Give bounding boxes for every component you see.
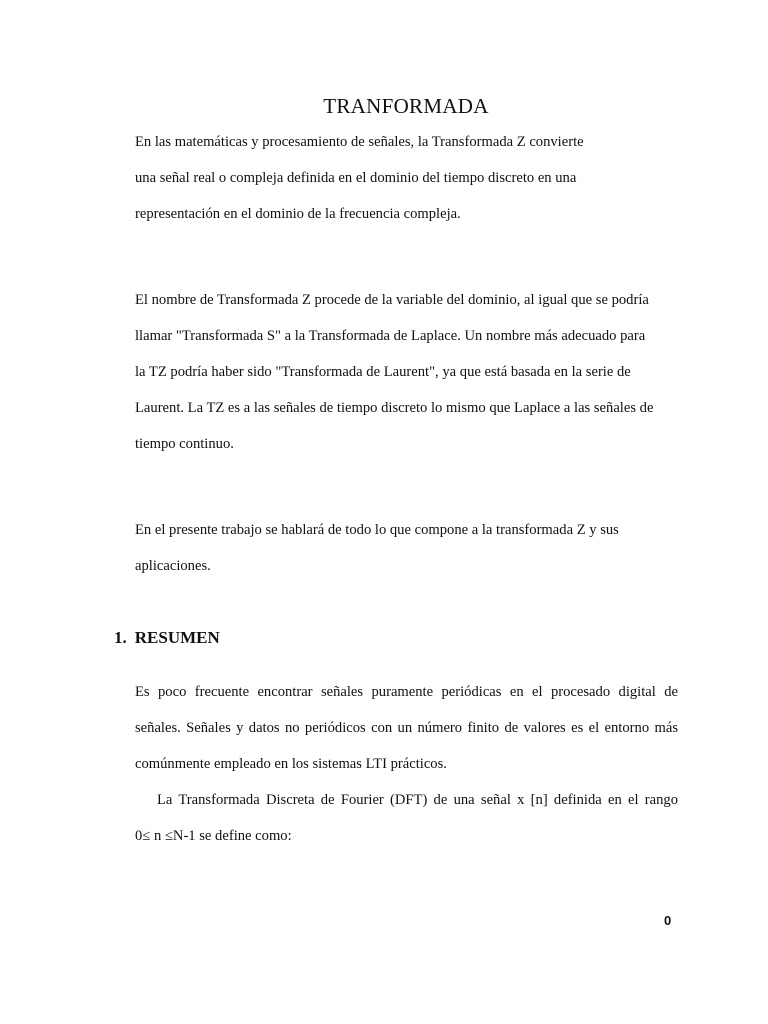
paragraph-line: tiempo continuo. [135, 436, 234, 452]
paragraph-line: señales. Señales y datos no periódicos con un número finito de valores es el entorno más [135, 720, 678, 736]
section-heading [114, 626, 220, 650]
paragraph-line: representación en el dominio de la frecuencia compleja. [135, 206, 461, 222]
paragraph-line: comúnmente empleado en los sistemas LTI prácticos. [135, 756, 447, 772]
paragraph-line: 0≤ n ≤N-1 se define como: [135, 828, 292, 844]
paragraph-line: aplicaciones. [135, 558, 211, 574]
paragraph-line: llamar "Transformada S" a la Transformada de Laplace. Un nombre más adecuado para [135, 328, 646, 344]
section-number: 1. [114, 628, 127, 647]
paragraph-line: la TZ podría haber sido "Transformada de Laurent", ya que está basada en la serie de [135, 364, 631, 380]
paragraph-line: La Transformada Discreta de Fourier (DFT) de una señal x [n] definida en el rango [157, 792, 678, 808]
paragraph-line: una señal real o compleja definida en el dominio del tiempo discreto en una [135, 170, 577, 186]
document-title: TRANFORMADA [323, 94, 489, 118]
paragraph-line: Es poco frecuente encontrar señales puramente periódicas en el procesado digital de [135, 684, 678, 700]
paragraph-line: En las matemáticas y procesamiento de señales, la Transformada Z convierte [135, 134, 584, 150]
paragraph-line: En el presente trabajo se hablará de todo lo que compone a la transformada Z y sus [135, 522, 619, 538]
page-number: 0 [664, 913, 672, 928]
paragraph-line: Laurent. La TZ es a las señales de tiempo discreto lo mismo que Laplace a las señales de [135, 400, 654, 416]
paragraph-line: El nombre de Transformada Z procede de la variable del dominio, al igual que se podría [135, 292, 649, 308]
section-title: RESUMEN [134, 628, 220, 647]
